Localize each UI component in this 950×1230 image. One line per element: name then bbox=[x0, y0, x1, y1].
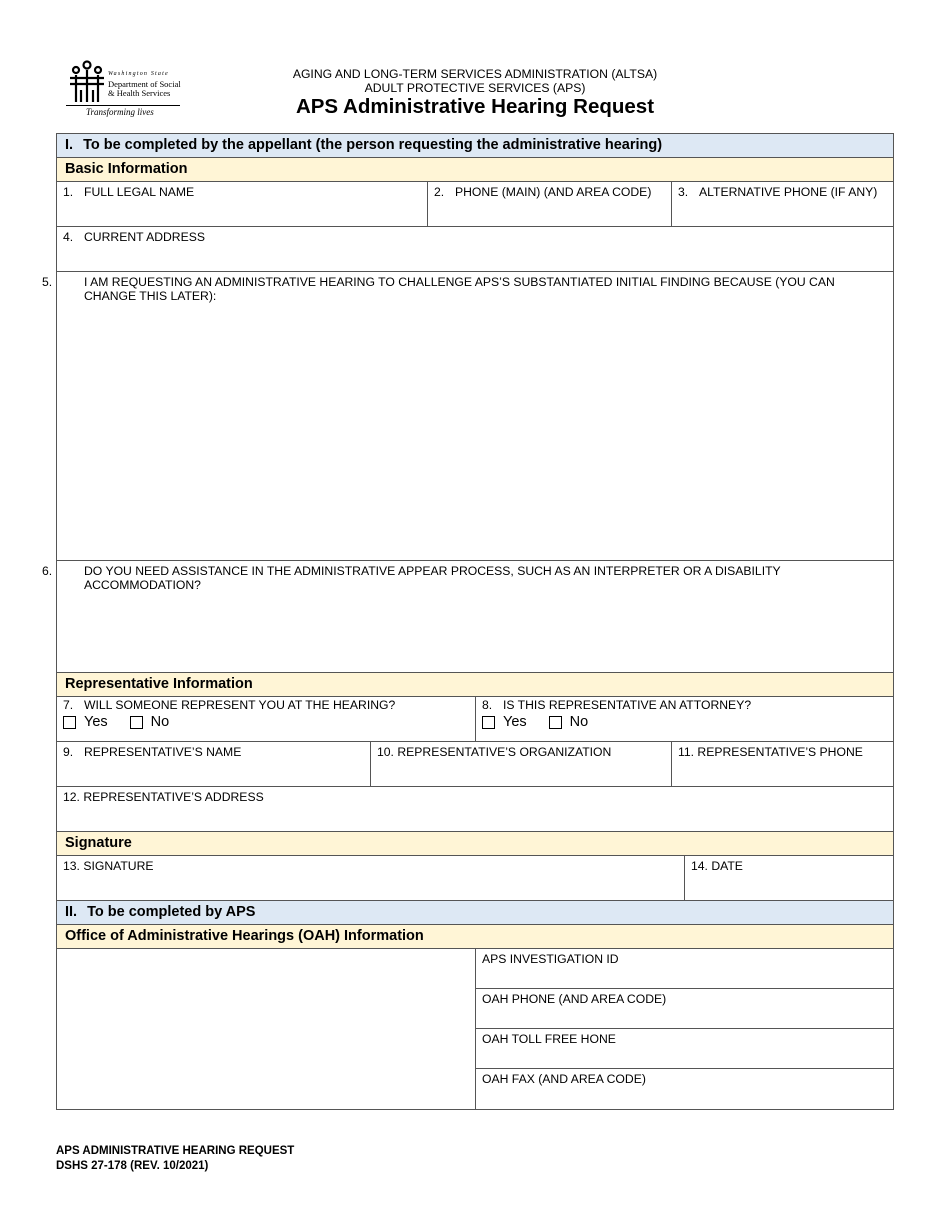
signature-row bbox=[57, 856, 893, 901]
form-title: APS Administrative Hearing Request bbox=[295, 95, 655, 118]
main-phone-field[interactable]: 2. PHONE (MAIN) (AND AREA CODE) bbox=[428, 182, 672, 226]
current-address-field[interactable]: 4. CURRENT ADDRESS bbox=[63, 230, 205, 244]
logo-divider bbox=[66, 105, 180, 106]
representative-information-header: Representative Information bbox=[57, 673, 893, 697]
assistance-row bbox=[42, 561, 893, 673]
hearing-request-form bbox=[42, 133, 894, 1110]
represent-yes-checkbox[interactable] bbox=[63, 716, 76, 729]
oah-details bbox=[476, 949, 893, 1109]
attorney-no-checkbox[interactable] bbox=[549, 716, 562, 729]
oah-row bbox=[57, 949, 893, 1109]
footer-form-name: APS ADMINISTRATIVE HEARING REQUEST bbox=[56, 1145, 295, 1157]
logo-tagline: Transforming lives bbox=[86, 107, 154, 117]
representation-row bbox=[57, 697, 893, 742]
date-field[interactable]: 14. DATE bbox=[691, 859, 743, 873]
part-2-header: II. To be completed by APS bbox=[57, 901, 893, 925]
oah-address-block[interactable] bbox=[57, 949, 476, 1109]
part-1-header: I. To be completed by the appellant (the person requesting the administrative hearing) bbox=[57, 134, 893, 158]
will-represent-question: 7. WILL SOMEONE REPRESENT YOU AT THE HEARING? Yes No bbox=[57, 697, 476, 741]
representative-phone-field[interactable]: 11. REPRESENTATIVE’S PHONE bbox=[678, 745, 863, 759]
name-phone-row bbox=[57, 182, 893, 227]
full-legal-name-field[interactable]: 1. FULL LEGAL NAME bbox=[57, 182, 428, 226]
basic-information-header: Basic Information bbox=[57, 158, 893, 182]
signature-header: Signature bbox=[57, 832, 893, 856]
oah-toll-free-field[interactable]: OAH TOLL FREE HONE bbox=[476, 1029, 893, 1069]
footer-form-number: DSHS 27-178 (REV. 10/2021) bbox=[56, 1159, 209, 1172]
oah-phone-field[interactable]: OAH PHONE (AND AREA CODE) bbox=[476, 989, 893, 1029]
oah-fax-field[interactable]: OAH FAX (AND AREA CODE) bbox=[482, 1072, 646, 1086]
dshs-figures-icon bbox=[66, 60, 108, 104]
representative-name-field[interactable]: 9. REPRESENTATIVE’S NAME bbox=[57, 742, 371, 786]
form-footer bbox=[56, 1144, 294, 1173]
oah-information-header: Office of Administrative Hearings (OAH) Information bbox=[57, 925, 893, 949]
administration-name: AGING AND LONG-TERM SERVICES ADMINISTRATION (ALTSA) bbox=[292, 67, 658, 81]
dshs-logo bbox=[64, 58, 180, 122]
representative-address-field[interactable]: 12. REPRESENTATIVE’S ADDRESS bbox=[63, 790, 264, 804]
reason-row bbox=[42, 272, 893, 561]
represent-no-checkbox[interactable] bbox=[130, 716, 143, 729]
address-row bbox=[57, 227, 893, 272]
agency-name: Washington State Department of Social & Health Services bbox=[108, 71, 181, 98]
assistance-needed-field[interactable]: 6. DO YOU NEED ASSISTANCE IN THE ADMINISTRATIVE APPEAR PROCESS, SUCH AS AN INTERPRETER OR A DISABILITY ACCOMMODATION? bbox=[42, 564, 781, 592]
is-attorney-question: 8. IS THIS REPRESENTATIVE AN ATTORNEY? Yes No bbox=[482, 698, 752, 730]
representative-details-row bbox=[57, 742, 893, 787]
attorney-yes-checkbox[interactable] bbox=[482, 716, 495, 729]
representative-organization-field[interactable]: 10. REPRESENTATIVE’S ORGANIZATION bbox=[371, 742, 672, 786]
alternative-phone-field[interactable]: 3. ALTERNATIVE PHONE (IF ANY) bbox=[678, 185, 878, 199]
representative-address-row bbox=[57, 787, 893, 832]
signature-field[interactable]: 13. SIGNATURE bbox=[57, 856, 685, 900]
aps-investigation-id-field[interactable]: APS INVESTIGATION ID bbox=[476, 949, 893, 989]
hearing-reason-field[interactable]: 5. I AM REQUESTING AN ADMINISTRATIVE HEARING TO CHALLENGE APS’S SUBSTANTIATED INITIAL FINDING BECAUSE (YOU CAN CHANGE THIS LATER): bbox=[42, 275, 835, 303]
program-name: ADULT PROTECTIVE SERVICES (APS) bbox=[364, 81, 586, 95]
